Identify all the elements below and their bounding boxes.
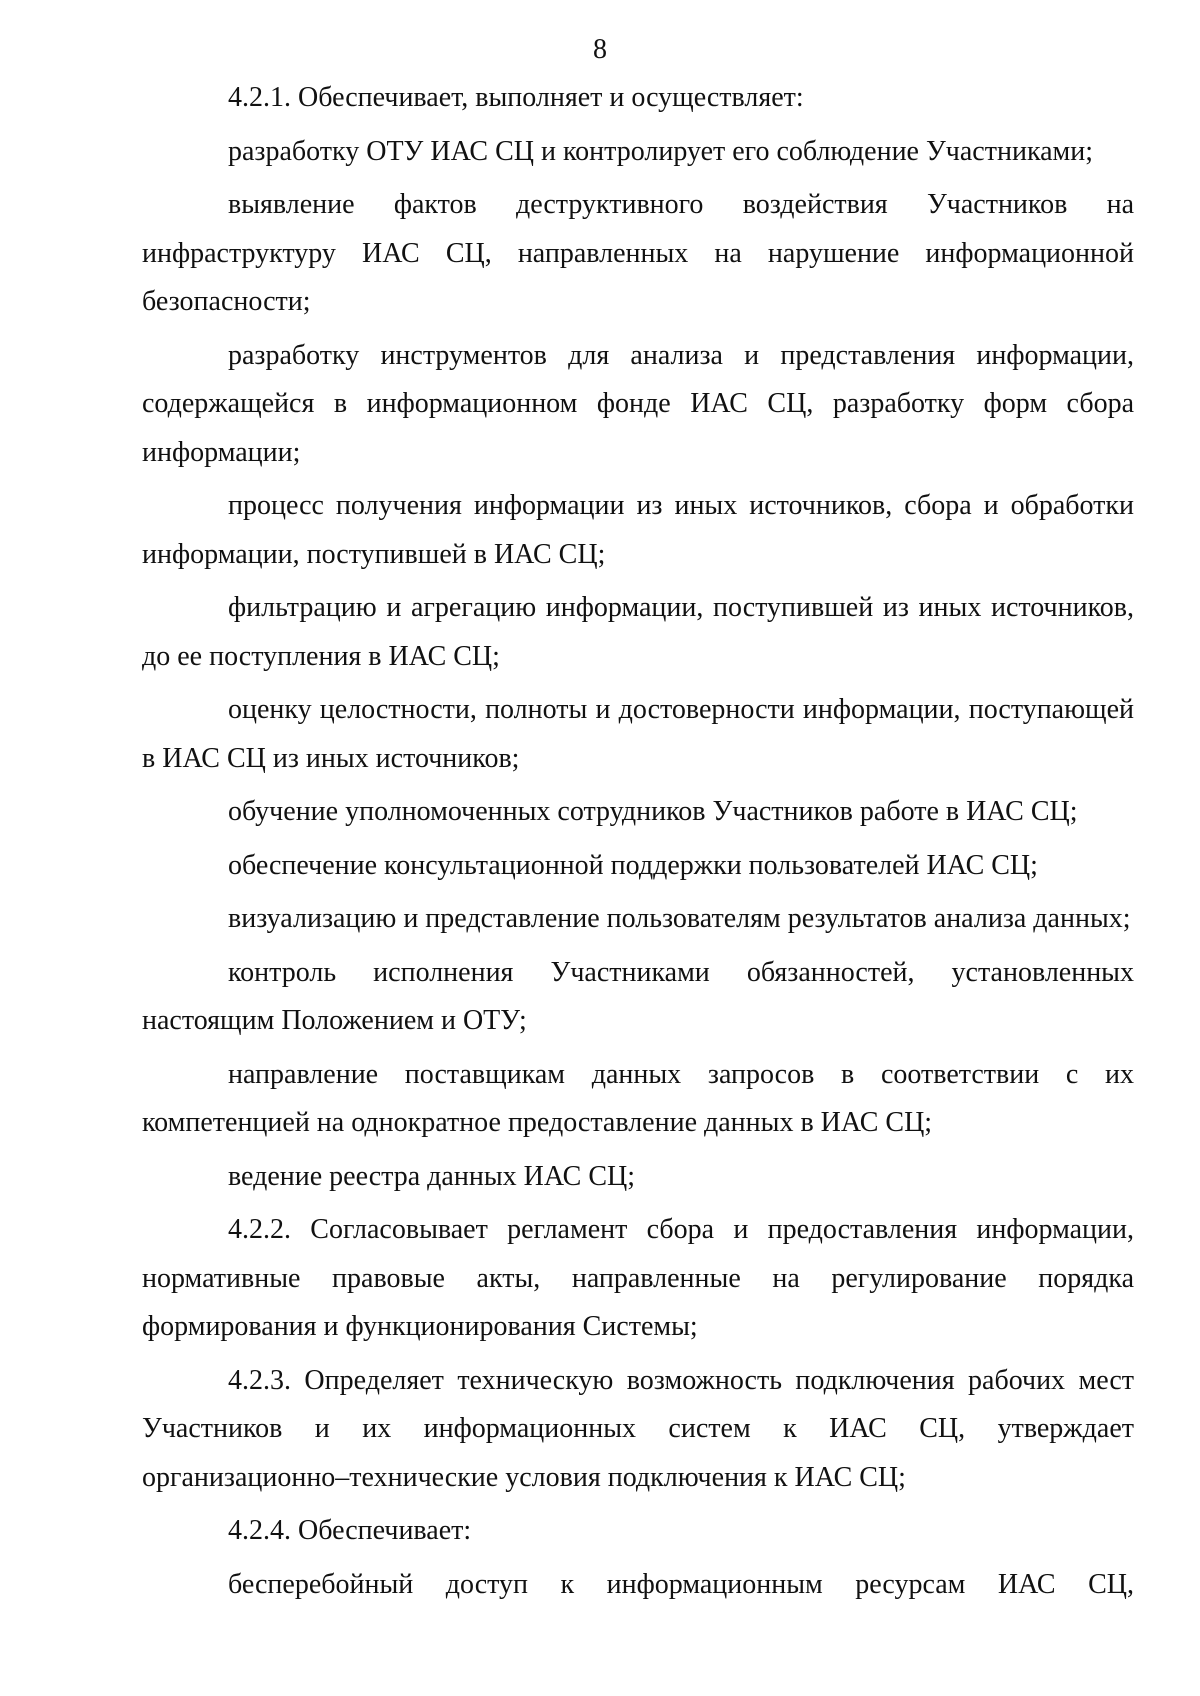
paragraph: фильтрацию и агрегацию информации, поступившей из иных источников, до ее поступления в ИАС СЦ;: [142, 592, 1134, 672]
paragraph: 4.2.4. Обеспечивает:: [228, 1515, 472, 1546]
paragraph: разработку инструментов для анализа и представления информации, содержащейся в информационном фонде ИАС СЦ, разработку форм сбора информации;: [142, 339, 1134, 468]
page-number: 8: [593, 34, 607, 65]
paragraph: выявление фактов деструктивного воздействия Участников на инфраструктуру ИАС СЦ, направленных на нарушение информационной безопасности;: [142, 189, 1134, 317]
paragraph: разработку ОТУ ИАС СЦ и контролирует его соблюдение Участниками;: [228, 135, 1094, 167]
paragraph: бесперебойный доступ к информационным ресурсам ИАС СЦ,: [228, 1568, 1134, 1600]
paragraph: 4.2.2. Согласовывает регламент сбора и предоставления информации, нормативные правовые акты, направленные на регулирование порядка формирования и функционирования Системы;: [142, 1214, 1134, 1342]
paragraph: обучение уполномоченных сотрудников Участников работе в ИАС СЦ;: [228, 796, 1078, 827]
document-body: [142, 74, 1134, 1614]
paragraph: ведение реестра данных ИАС СЦ;: [228, 1160, 636, 1192]
paragraph: обеспечение консультационной поддержки пользователей ИАС СЦ;: [228, 849, 1038, 881]
paragraph: оценку целостности, полноты и достоверности информации, поступающей в ИАС СЦ из иных источников;: [142, 694, 1134, 774]
paragraph: направление поставщикам данных запросов в соответствии с их компетенцией на однократное предоставление данных в ИАС СЦ;: [142, 1058, 1134, 1138]
paragraph: 4.2.3. Определяет техническую возможность подключения рабочих мест Участников и их информационных систем к ИАС СЦ, утверждает организационно–технические условия подключения к ИАС СЦ;: [142, 1364, 1134, 1493]
paragraph: 4.2.1. Обеспечивает, выполняет и осуществляет:: [228, 82, 804, 113]
paragraph: процесс получения информации из иных источников, сбора и обработки информации, поступившей в ИАС СЦ;: [142, 490, 1134, 570]
paragraph: контроль исполнения Участниками обязанностей, установленных настоящим Положением и ОТУ;: [142, 956, 1134, 1036]
paragraph: визуализацию и представление пользователям результатов анализа данных;: [228, 903, 1131, 934]
